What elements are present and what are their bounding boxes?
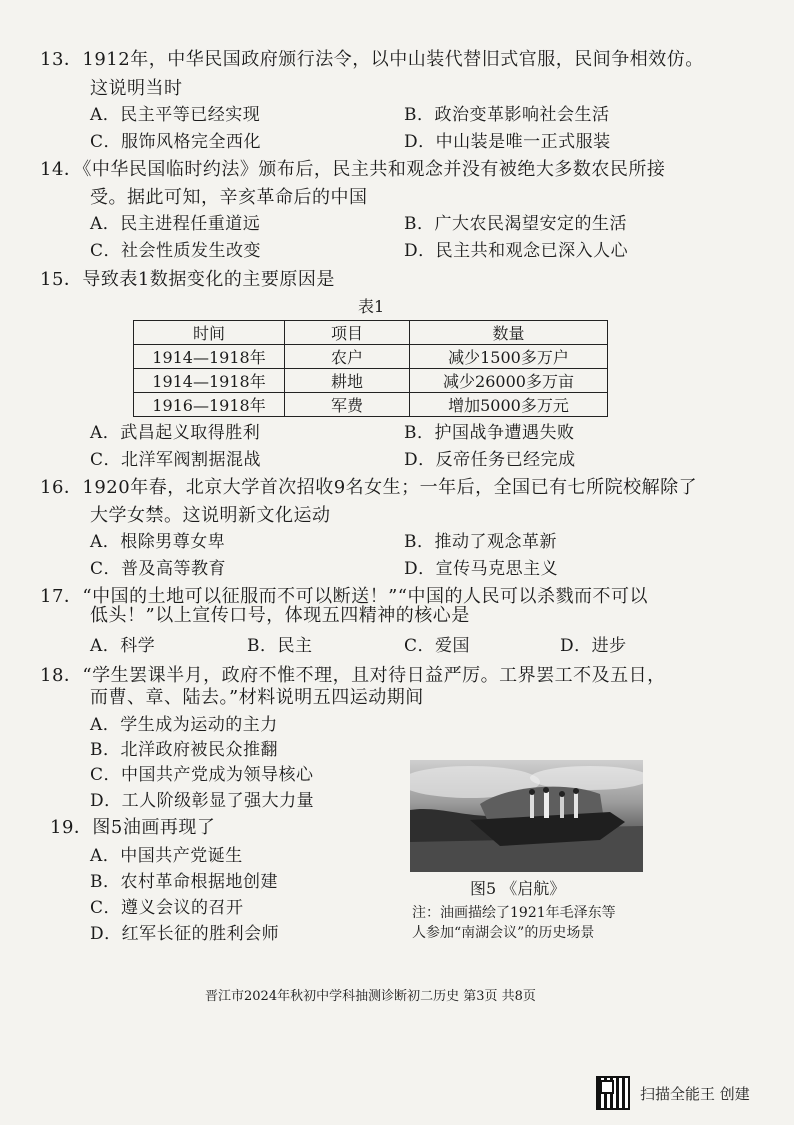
question-19-stem: 19．图5油画再现了 [50,817,216,838]
question-15-stem: 15．导致表1数据变化的主要原因是 [40,269,335,290]
question-19-option-a[interactable]: A．中国共产党诞生 [90,846,243,866]
question-13-stem-line2: 这说明当时 [90,78,183,99]
question-17-stem-line1: 17．“中国的土地可以征服而不可以断送！”“中国的人民可以杀戮而不可以 [40,586,649,607]
table-cell: 1916—1918年 [134,393,285,417]
question-18-option-b[interactable]: B．北洋政府被民众推翻 [90,740,278,760]
question-15-option-b[interactable]: B．护国战争遭遇失败 [404,423,575,443]
table-row [134,393,608,417]
table-cell: 减少26000多万亩 [410,369,608,393]
table-header-cell: 时间 [134,321,285,345]
question-18-option-d[interactable]: D．工人阶级彰显了强大力量 [90,791,315,811]
table-cell: 1914—1918年 [134,345,285,369]
table-cell: 耕地 [285,369,410,393]
question-13-option-d[interactable]: D．中山装是唯一正式服装 [404,132,611,152]
question-18-stem-line1: 18．“学生罢课半月，政府不惟不理，且对待日益严厉。工界罢工不及五日， [40,665,666,686]
question-16-option-d[interactable]: D．宣传马克思主义 [404,559,559,579]
table-header-row [134,321,608,345]
table-header-cell: 数量 [410,321,608,345]
question-17-option-b[interactable]: B．民主 [247,636,313,656]
question-17-stem-line2: 低头！”以上宣传口号，体现五四精神的核心是 [90,605,470,626]
question-14-stem-line1: 14．《中华民国临时约法》颁布后，民主共和观念并没有被绝大多数农民所接 [40,159,666,180]
table-cell: 增加5000多万元 [410,393,608,417]
qr-code-icon [596,1076,630,1110]
page-footer: 晋江市2024年秋初中学科抽测诊断初二历史 第3页 共8页 [205,989,536,1004]
question-14-stem-line2: 受。据此可知，辛亥革命后的中国 [90,187,368,208]
question-16-stem-line2: 大学女禁。这说明新文化运动 [90,505,331,526]
question-13-option-a[interactable]: A．民主平等已经实现 [90,105,261,125]
table-header-cell: 项目 [285,321,410,345]
question-15-option-a[interactable]: A．武昌起义取得胜利 [90,423,261,443]
question-16-option-a[interactable]: A．根除男尊女卑 [90,532,226,552]
question-18-option-a[interactable]: A．学生成为运动的主力 [90,715,278,735]
question-18-stem-line2: 而曹、章、陆去。”材料说明五四运动期间 [90,687,424,708]
boat-scene-graphic [410,760,643,872]
question-16-stem-line1: 16．1920年春，北京大学首次招收9名女生；一年后，全国已有七所院校解除了 [40,477,698,498]
figure-note-line2: 人参加“南湖会议”的历史场景 [412,925,595,941]
figure-note-line1: 注：油画描绘了1921年毛泽东等 [412,905,616,921]
question-17-option-d[interactable]: D．进步 [560,636,627,656]
question-15-option-d[interactable]: D．反帝任务已经完成 [404,450,576,470]
oil-painting-image [410,760,643,872]
table-title: 表1 [358,297,385,316]
scanner-app-label: 扫描全能王 创建 [640,1085,750,1103]
question-13-stem-line1: 13．1912年，中华民国政府颁行法令，以中山装代替旧式官服，民间争相效仿。 [40,49,704,70]
question-18-option-c[interactable]: C．中国共产党成为领导核心 [90,765,314,785]
question-16-option-c[interactable]: C．普及高等教育 [90,559,227,579]
question-19-option-d[interactable]: D．红军长征的胜利会师 [90,924,280,944]
question-13-option-c[interactable]: C．服饰风格完全西化 [90,132,262,152]
table-cell: 1914—1918年 [134,369,285,393]
table-cell: 军费 [285,393,410,417]
question-14-option-a[interactable]: A．民主进程任重道远 [90,214,261,234]
question-15-option-c[interactable]: C．北洋军阀割据混战 [90,450,262,470]
data-table [133,320,608,417]
table-row [134,345,608,369]
question-19-option-b[interactable]: B．农村革命根据地创建 [90,872,278,892]
question-19-option-c[interactable]: C．遵义会议的召开 [90,898,244,918]
question-14-option-d[interactable]: D．民主共和观念已深入人心 [404,241,629,261]
question-17-option-c[interactable]: C．爱国 [404,636,471,656]
question-16-option-b[interactable]: B．推动了观念革新 [404,532,557,552]
question-13-option-b[interactable]: B．政治变革影响社会生活 [404,105,610,125]
question-14-option-b[interactable]: B．广大农民渴望安定的生活 [404,214,627,234]
question-17-option-a[interactable]: A．科学 [90,636,156,656]
table-cell: 农户 [285,345,410,369]
table-row [134,369,608,393]
question-14-option-c[interactable]: C．社会性质发生改变 [90,241,262,261]
figure-caption: 图5 《启航》 [470,879,566,898]
table-cell: 减少1500多万户 [410,345,608,369]
